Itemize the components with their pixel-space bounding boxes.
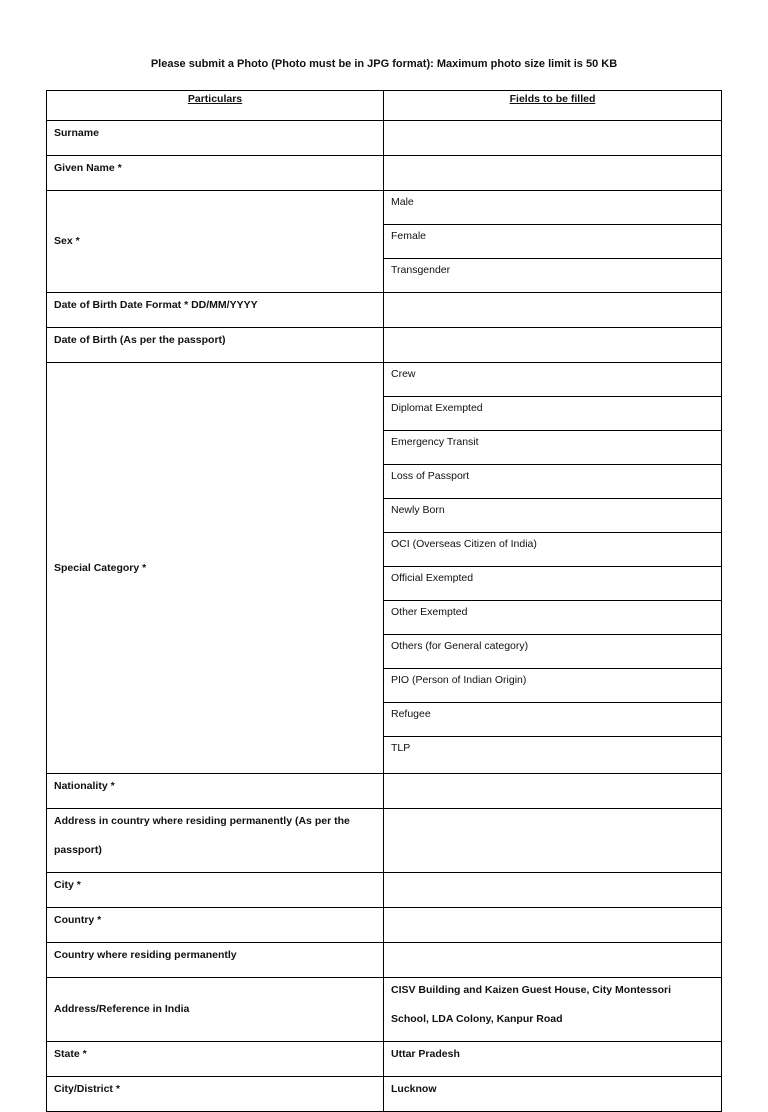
label-surname: Surname [47,121,384,156]
label-state: State * [47,1042,384,1077]
row-dob-passport [47,328,722,363]
option-crew[interactable]: Crew [384,363,722,397]
option-emergency-transit[interactable]: Emergency Transit [384,431,722,465]
field-country-residing[interactable] [384,943,722,978]
row-state [47,1042,722,1077]
option-others-general[interactable]: Others (for General category) [384,635,722,669]
field-dob-format[interactable] [384,293,722,328]
label-dob-format: Date of Birth Date Format * DD/MM/YYYY [47,293,384,328]
label-country: Country * [47,908,384,943]
row-sex [47,191,722,225]
row-given-name [47,156,722,191]
row-special-category [47,363,722,397]
row-address-country [47,809,722,873]
label-country-residing: Country where residing permanently [47,943,384,978]
label-nationality: Nationality * [47,774,384,809]
field-city-district[interactable]: Lucknow [384,1077,722,1112]
option-female[interactable]: Female [384,225,722,259]
field-state[interactable]: Uttar Pradesh [384,1042,722,1077]
row-country-residing [47,943,722,978]
address-india-line1: CISV Building and Kaizen Guest House, City Montessori [391,984,672,996]
row-nationality [47,774,722,809]
row-dob-format [47,293,722,328]
field-dob-passport[interactable] [384,328,722,363]
field-country[interactable] [384,908,722,943]
label-address-country-line1: Address in country where residing permanently (As per the [54,815,350,827]
label-sex: Sex * [47,191,384,293]
option-pio[interactable]: PIO (Person of Indian Origin) [384,669,722,703]
option-official-exempted[interactable]: Official Exempted [384,567,722,601]
row-city [47,873,722,908]
label-address-country-line2: passport) [54,844,102,856]
option-loss-of-passport[interactable]: Loss of Passport [384,465,722,499]
field-nationality[interactable] [384,774,722,809]
header-fields: Fields to be filled [384,91,722,121]
option-other-exempted[interactable]: Other Exempted [384,601,722,635]
header-row [47,91,722,121]
field-address-india[interactable] [384,978,722,1042]
row-city-district [47,1077,722,1112]
option-tlp[interactable]: TLP [384,737,722,774]
label-dob-passport: Date of Birth (As per the passport) [47,328,384,363]
option-oci[interactable]: OCI (Overseas Citizen of India) [384,533,722,567]
label-city-district: City/District * [47,1077,384,1112]
label-address-india: Address/Reference in India [47,978,384,1042]
field-given-name[interactable] [384,156,722,191]
form-table [46,90,722,1112]
address-india-line2: School, LDA Colony, Kanpur Road [391,1013,563,1025]
field-address-country[interactable] [384,809,722,873]
label-special-category: Special Category * [47,363,384,774]
option-transgender[interactable]: Transgender [384,259,722,293]
label-city: City * [47,873,384,908]
option-refugee[interactable]: Refugee [384,703,722,737]
option-diplomat-exempted[interactable]: Diplomat Exempted [384,397,722,431]
label-given-name: Given Name * [47,156,384,191]
row-country [47,908,722,943]
option-newly-born[interactable]: Newly Born [384,499,722,533]
header-particulars: Particulars [47,91,384,121]
label-address-country [47,809,384,873]
option-male[interactable]: Male [384,191,722,225]
page-title: Please submit a Photo (Photo must be in JPG format): Maximum photo size limit is 50 KB [150,58,618,70]
field-city[interactable] [384,873,722,908]
field-surname[interactable] [384,121,722,156]
row-address-india [47,978,722,1042]
row-surname [47,121,722,156]
